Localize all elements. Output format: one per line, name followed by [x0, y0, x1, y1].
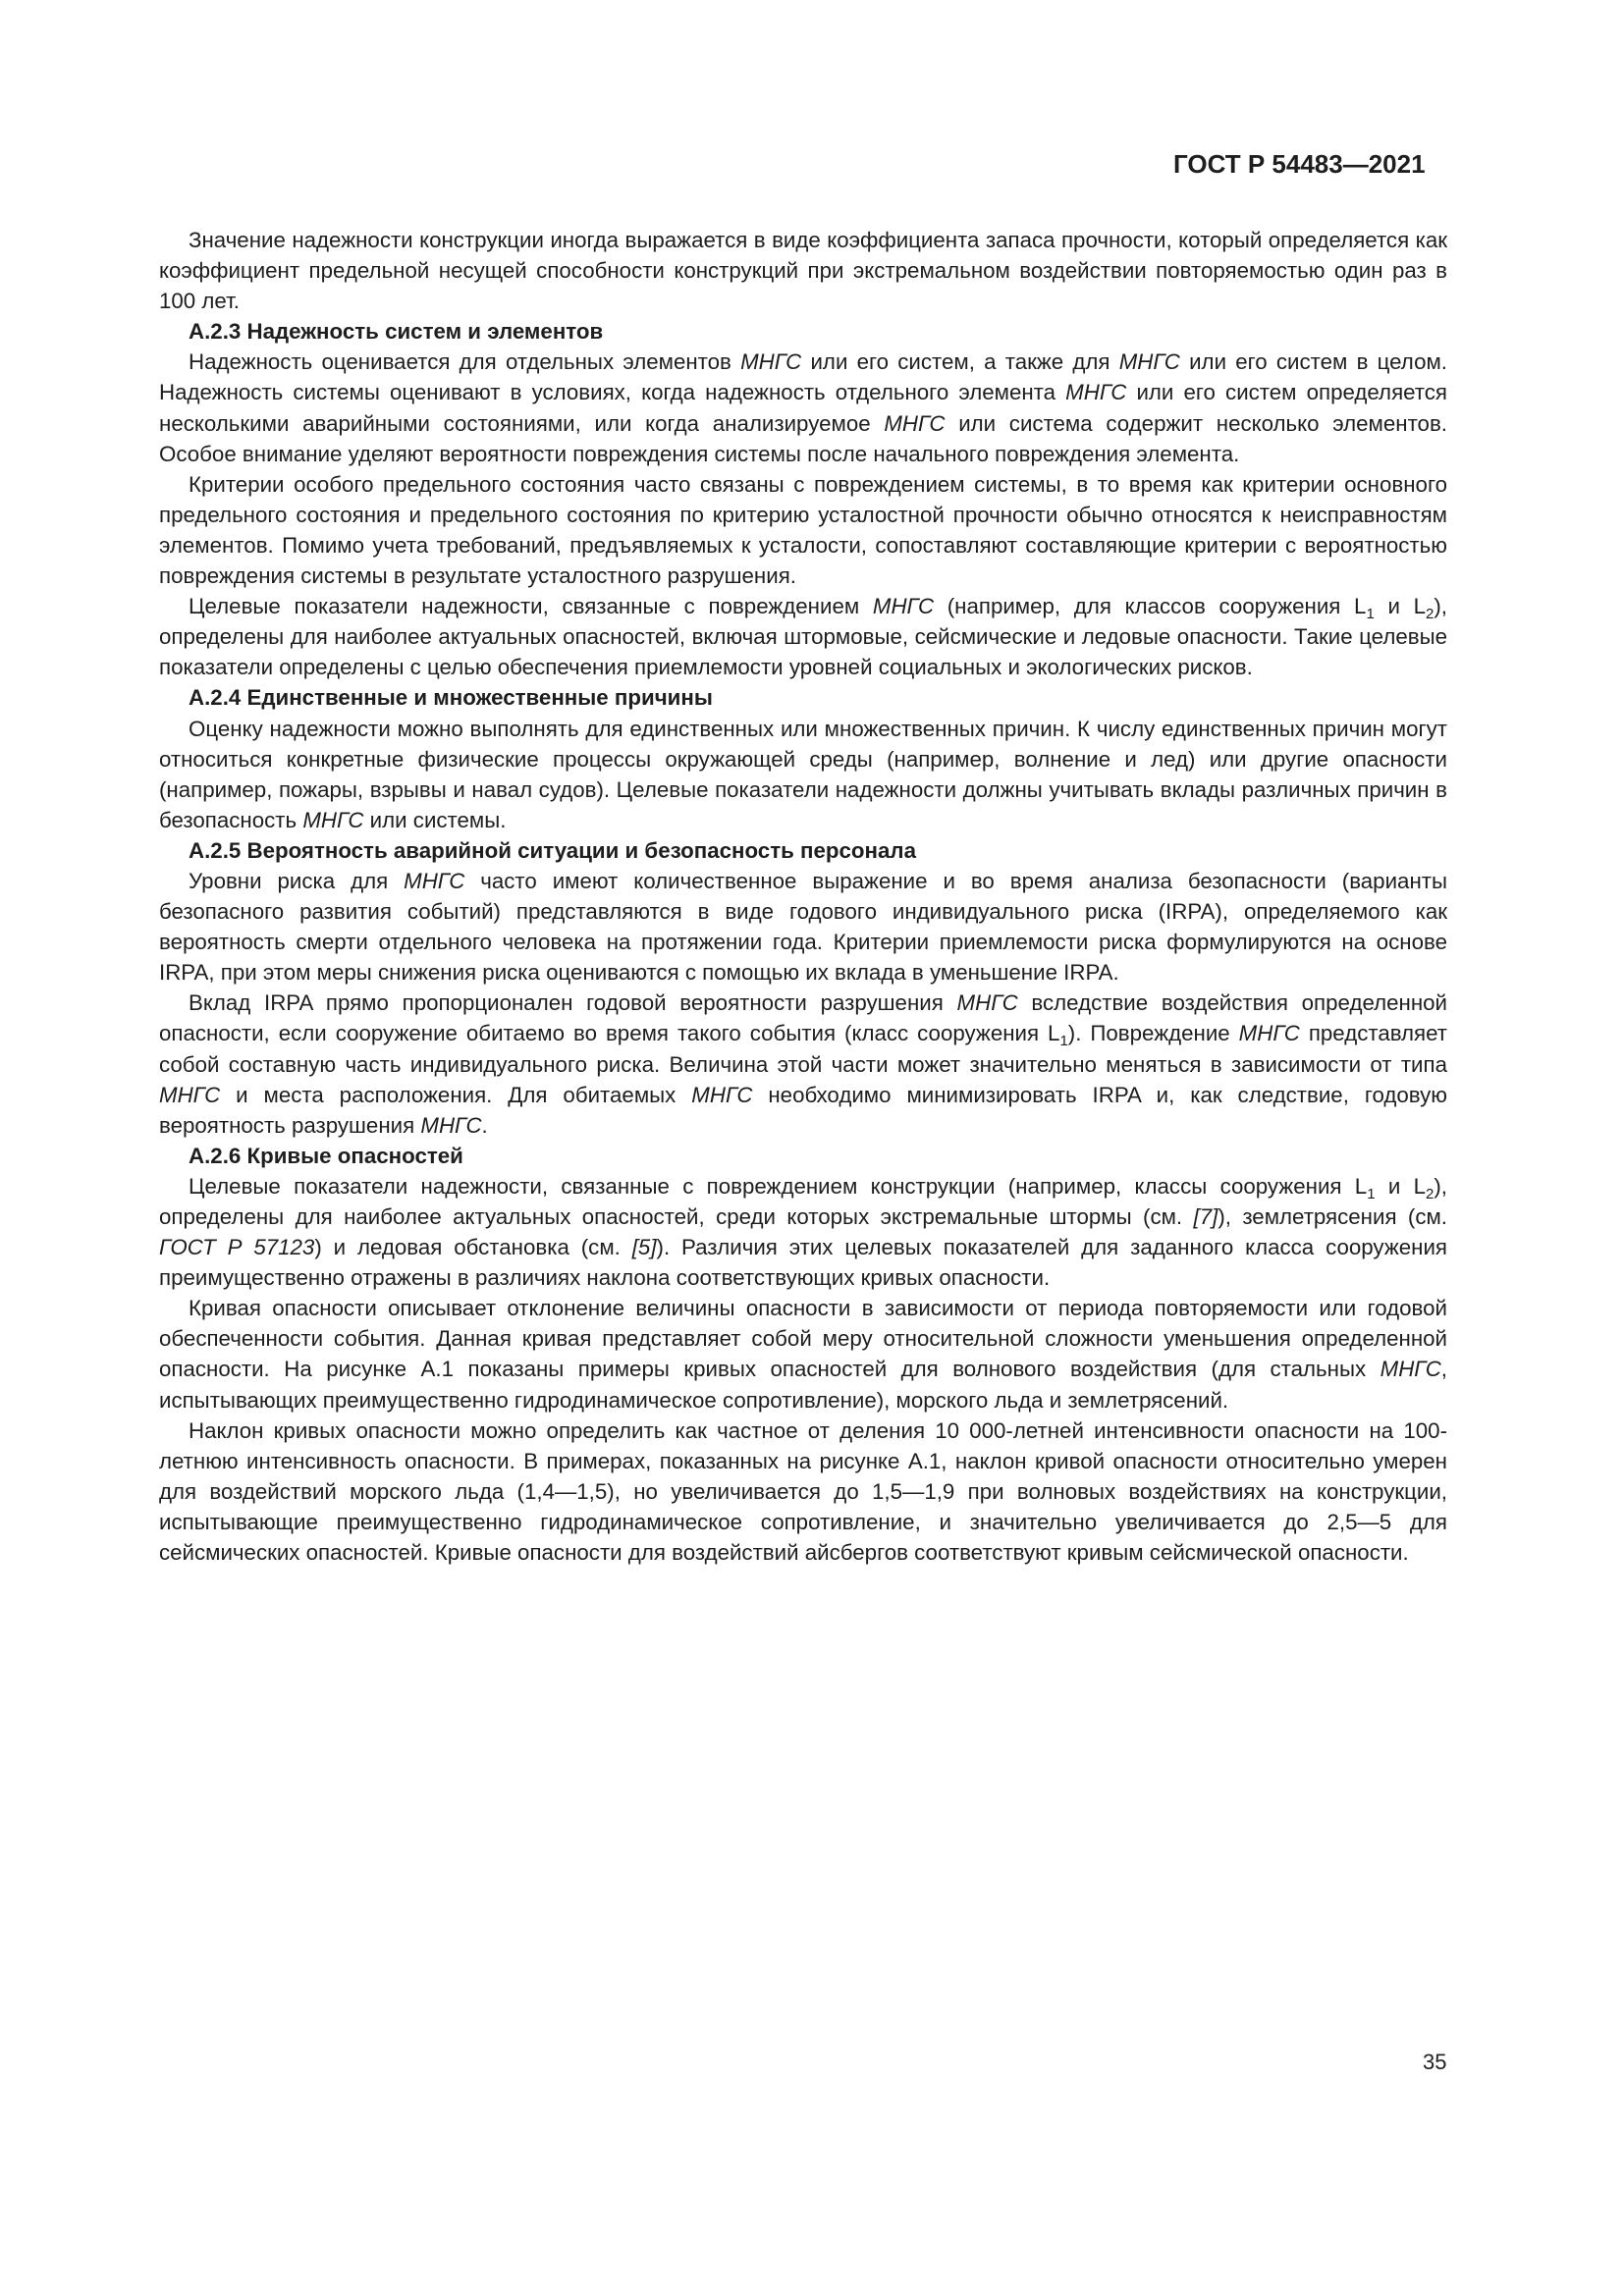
section-heading-a23: А.2.3 Надежность систем и элементов [189, 319, 604, 345]
paragraph-irpa-contribution: Вклад IRPA прямо пропорционален годовой вероятности разрушения МНГС вследствие воздействия определенной опасности, если сооружение обитаемо во время такого события (класс сооружения $L_1$). Повреждение МНГС представляет собой составную часть индивидуального риска. Величина этой части может значительно меняться в зависимости от типа МНГС и места расположения. Для обитаемых МНГС необходимо минимизировать IRPA и, как следствие, годовую вероятность разрушения МНГС. [159, 990, 1448, 1138]
paragraph-hazard-curve: Кривая опасности описывает отклонение величины опасности в зависимости от периода повторяемости или годовой обеспеченности события. Данная кривая представляет собой меру относительной сложности уменьшения определенной опасности. На рисунке А.1 показаны примеры кривых опасностей для волнового воздействия (для стальных МНГС, испытывающих преимущественно гидродинамическое сопротивление), морского льда и землетрясений. [159, 1296, 1447, 1413]
section-heading-a25: А.2.5 Вероятность аварийной ситуации и безопасность персонала [189, 837, 916, 863]
paragraph-target-indicators: Целевые показатели надежности, связанные с повреждением МНГС (например, для классов сооружения $L_1$ и $L_2$), определены для наиболее актуальных опасностей, включая штормовые, сейсмические и ледовые опасности. Такие целевые показатели определены с целью обеспечения приемлемости уровней социальных и экологических рисков. [159, 594, 1447, 680]
page-number: 35 [1423, 2050, 1447, 2074]
paragraph-single-multiple-causes: Оценку надежности можно выполнять для единственных или множественных причин. К числу единственных причин могут относиться конкретные физические процессы окружающей среды (например, волнение и лед) или другие опасности (например, пожары, взрывы и навал судов). Целевые показатели надежности должны учитывать вклады различных причин в безопасность МНГС или системы. [159, 716, 1447, 832]
document-header: ГОСТ Р 54483—2021 [1173, 149, 1426, 179]
paragraph-safety-factor: Значение надежности конструкции иногда выражается в виде коэффициента запаса прочности, который определяется как коэффициент предельной несущей способности конструкций при экстремальном воздействии повторяемостью один раз в 100 лет. [159, 228, 1447, 314]
paragraph-irpa: Уровни риска для МНГС часто имеют количественное выражение и во время анализа безопасности (варианты безопасного развития событий) представляются в виде годового индивидуального риска (IRPA), определяемого как вероятность смерти отдельного человека на протяжении года. Критерии приемлемости риска формулируются на основе IRPA, при этом меры снижения риска оцениваются с помощью их вклада в уменьшение IRPA. [159, 868, 1447, 986]
document-body [159, 225, 1447, 1568]
paragraph-system-reliability: Надежность оценивается для отдельных элементов МНГС или его систем, а также для МНГС или его систем в целом. Надежность системы оценивают в условиях, когда надежность отдельного элемента МНГС или его систем определяется несколькими аварийными состояниями, или когда анализируемое МНГС или система содержит несколько элементов. Особое внимание уделяют вероятности повреждения системы после начального повреждения элемента. [159, 349, 1448, 466]
paragraph-limit-state-criteria: Критерии особого предельного состояния часто связаны с повреждением системы, в то время как критерии основного предельного состояния и предельного состояния по критерию усталостной прочности обычно относятся к неисправностям элементов. Помимо учета требований, предъявляемых к усталости, сопоставляют составляющие критерии с вероятностью повреждения системы в результате усталостного разрушения. [159, 471, 1447, 589]
section-heading-a26: А.2.6 Кривые опасностей [189, 1143, 463, 1168]
paragraph-hazard-targets: Целевые показатели надежности, связанные с повреждением конструкции (например, классы сооружения $L_1$ и $L_2$), определены для наиболее актуальных опасностей, среди которых экстремальные штормы (см. [7]), землетрясения (см. ГОСТ Р 57123) и ледовая обстановка (см. [5]). Различия этих целевых показателей для заданного класса сооружения преимущественно отражены в различиях наклона соответствующих кривых опасности. [159, 1173, 1447, 1291]
paragraph-hazard-slope: Наклон кривых опасности можно определить как частное от деления 10 000-летней интенсивности опасности на 100-летнюю интенсивность опасности. В примерах, показанных на рисунке А.1, наклон кривой опасности относительно умерен для воздействий морского льда (1,4—1,5), но увеличивается до 1,5—1,9 при волновых воздействиях на конструкции, испытывающие преимущественно гидродинамическое сопротивление, и значительно увеличивается до 2,5—5 для сейсмических опасностей. Кривые опасности для воздействий айсбергов соответствуют кривым сейсмической опасности. [159, 1417, 1447, 1566]
section-heading-a24: А.2.4 Единственные и множественные причины [189, 685, 713, 711]
